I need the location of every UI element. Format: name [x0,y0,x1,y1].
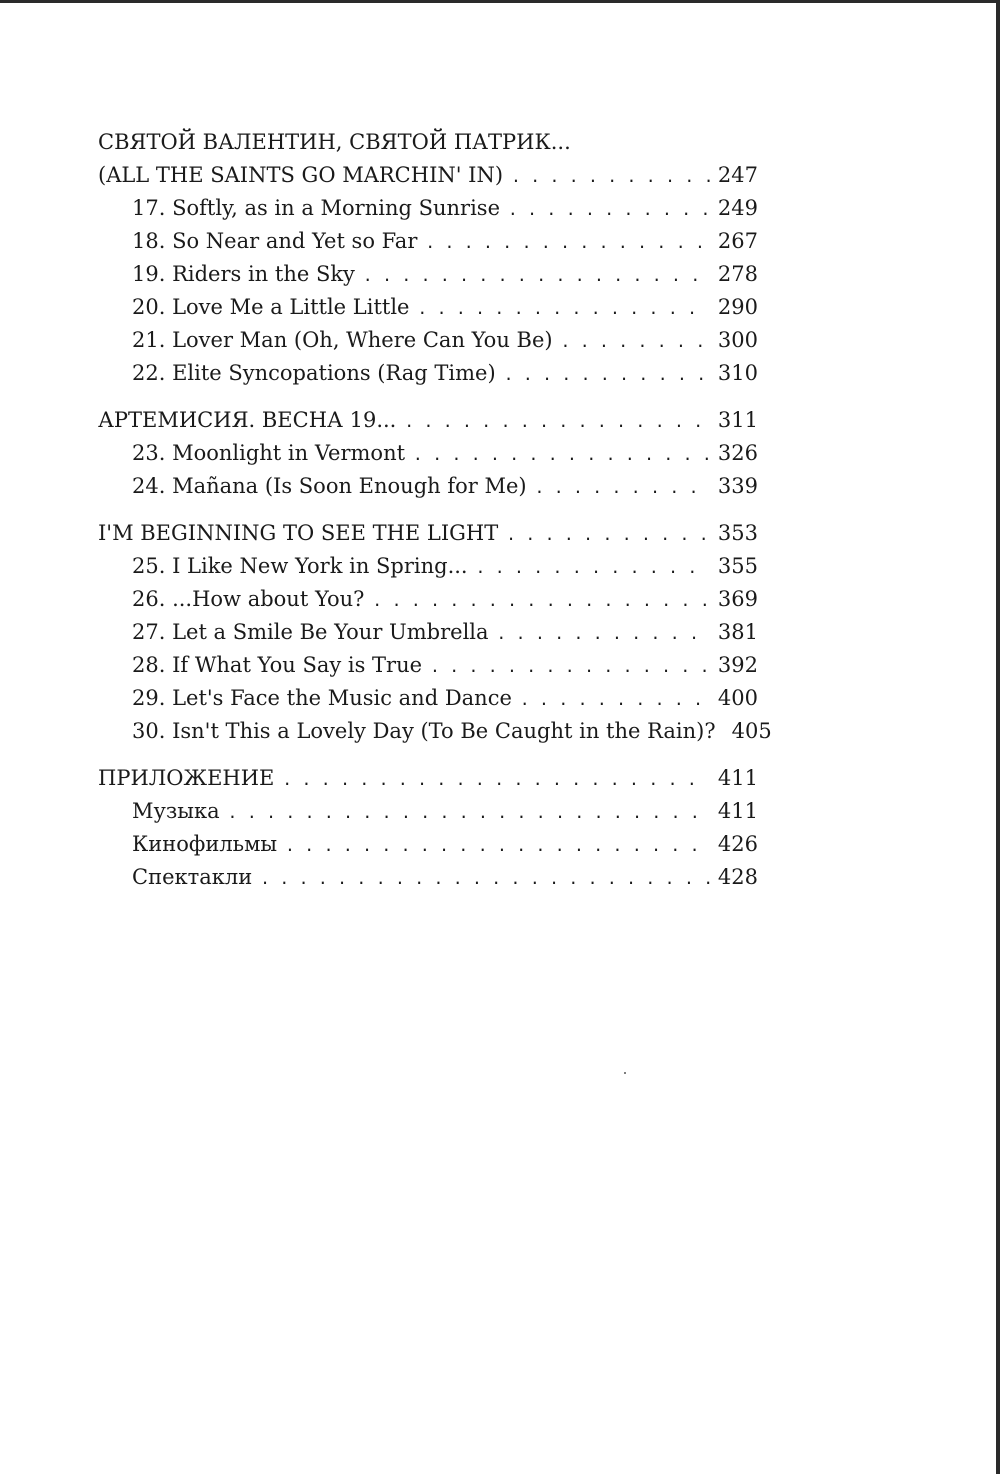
toc-page-number: 369 [717,587,758,611]
toc-entry[interactable] [98,861,758,894]
dot-leader [363,259,710,292]
toc-page-number: 381 [717,620,758,644]
toc-entry-title: 22. Elite Syncopations (Rag Time) [132,361,496,385]
toc-page-number: 426 [717,832,758,856]
toc-entry[interactable] [98,583,758,616]
toc-section [98,762,758,894]
dot-leader [520,683,710,716]
toc-heading-title: (ALL THE SAINTS GO MARCHIN' IN) [98,163,504,187]
toc-entry[interactable] [98,357,758,390]
toc-entry[interactable] [98,616,758,649]
dot-leader [372,584,709,617]
toc-entry-title: 29. Let's Face the Music and Dance [132,686,512,710]
dot-leader [282,763,710,796]
dot-leader [511,160,710,193]
toc-page-number: 300 [717,328,758,352]
toc-entry[interactable] [98,795,758,828]
toc-page-number: 353 [717,521,758,545]
toc-page-number: 310 [717,361,758,385]
toc-entry[interactable] [98,291,758,324]
toc-heading[interactable] [98,517,758,550]
dot-leader [260,862,710,895]
dot-leader [285,829,710,862]
page-edge-right [996,0,1000,1474]
toc-page-number: 249 [717,196,758,220]
toc-heading-title: АРТЕМИСИЯ. ВЕСНА 19... [98,408,397,432]
toc-page-number: 355 [717,554,758,578]
toc-entry[interactable] [98,649,758,682]
toc-entry[interactable] [98,437,758,470]
toc-entry[interactable] [98,192,758,225]
dot-leader [228,796,710,829]
toc-entry-title: 20. Love Me a Little Little [132,295,410,319]
toc-entry-title: 26. ...How about You? [132,587,365,611]
toc-entry-title: 25. I Like New York in Spring... [132,554,468,578]
toc-entry-title: 30. Isn't This a Lovely Day (To Be Caught in the Rain)? [132,719,716,743]
toc-page-number: 428 [717,865,758,889]
page-edge-top [0,0,1000,3]
toc-page-number: 411 [717,766,758,790]
toc-entry[interactable] [98,682,758,715]
toc-entry[interactable] [98,324,758,357]
toc-page-number: 392 [717,653,758,677]
toc-entry-title: 28. If What You Say is True [132,653,423,677]
toc-entry-title: Кинофильмы [132,832,278,856]
toc-heading-line [98,126,758,159]
toc-entry[interactable] [98,225,758,258]
toc-page-number: 247 [717,163,758,187]
toc-page-number: 339 [717,474,758,498]
toc-page-number: 267 [717,229,758,253]
dot-leader [535,471,710,504]
dot-leader [417,292,709,325]
toc-entry-title: Музыка [132,799,220,823]
toc-entry-title: 18. So Near and Yet so Far [132,229,418,253]
dot-leader [425,226,710,259]
toc-entry-title: 17. Softly, as in a Morning Sunrise [132,196,501,220]
toc-entry[interactable] [98,828,758,861]
toc-page-number: 405 [731,719,772,743]
toc-page-number: 411 [717,799,758,823]
dot-leader [506,518,710,551]
toc-section [98,517,772,748]
dot-leader [430,650,710,683]
toc-entry[interactable] [98,258,758,291]
toc-section [98,404,758,503]
toc-page-number: 290 [717,295,758,319]
toc-heading-title: I'M BEGINNING TO SEE THE LIGHT [98,521,499,545]
toc-entry-title: 23. Moonlight in Vermont [132,441,406,465]
dot-leader [413,438,710,471]
toc-page-number: 311 [717,408,758,432]
toc-entry-title: 24. Mañana (Is Soon Enough for Me) [132,474,527,498]
toc-page-number: 400 [717,686,758,710]
dot-leader [508,193,710,226]
table-of-contents [98,126,772,908]
dot-leader [404,405,710,438]
toc-entry[interactable] [98,550,758,583]
dot-leader [561,325,710,358]
toc-heading[interactable] [98,762,758,795]
toc-heading-title: СВЯТОЙ ВАЛЕНТИН, СВЯТОЙ ПАТРИК... [98,130,571,154]
toc-entry-title: Спектакли [132,865,253,889]
paper-speck [624,1072,626,1074]
toc-heading[interactable] [98,404,758,437]
toc-entry-title: 21. Lover Man (Oh, Where Can You Be) [132,328,553,352]
dot-leader [504,358,710,391]
toc-entry-title: 27. Let a Smile Be Your Umbrella [132,620,489,644]
toc-heading[interactable] [98,159,758,192]
toc-entry-title: 19. Riders in the Sky [132,262,355,286]
toc-entry[interactable] [98,470,758,503]
dot-leader [476,551,710,584]
toc-page-number: 326 [717,441,758,465]
toc-entry[interactable] [98,715,772,748]
toc-heading-title: ПРИЛОЖЕНИЕ [98,766,275,790]
toc-page-number: 278 [717,262,758,286]
toc-section [98,126,758,390]
dot-leader [497,617,710,650]
